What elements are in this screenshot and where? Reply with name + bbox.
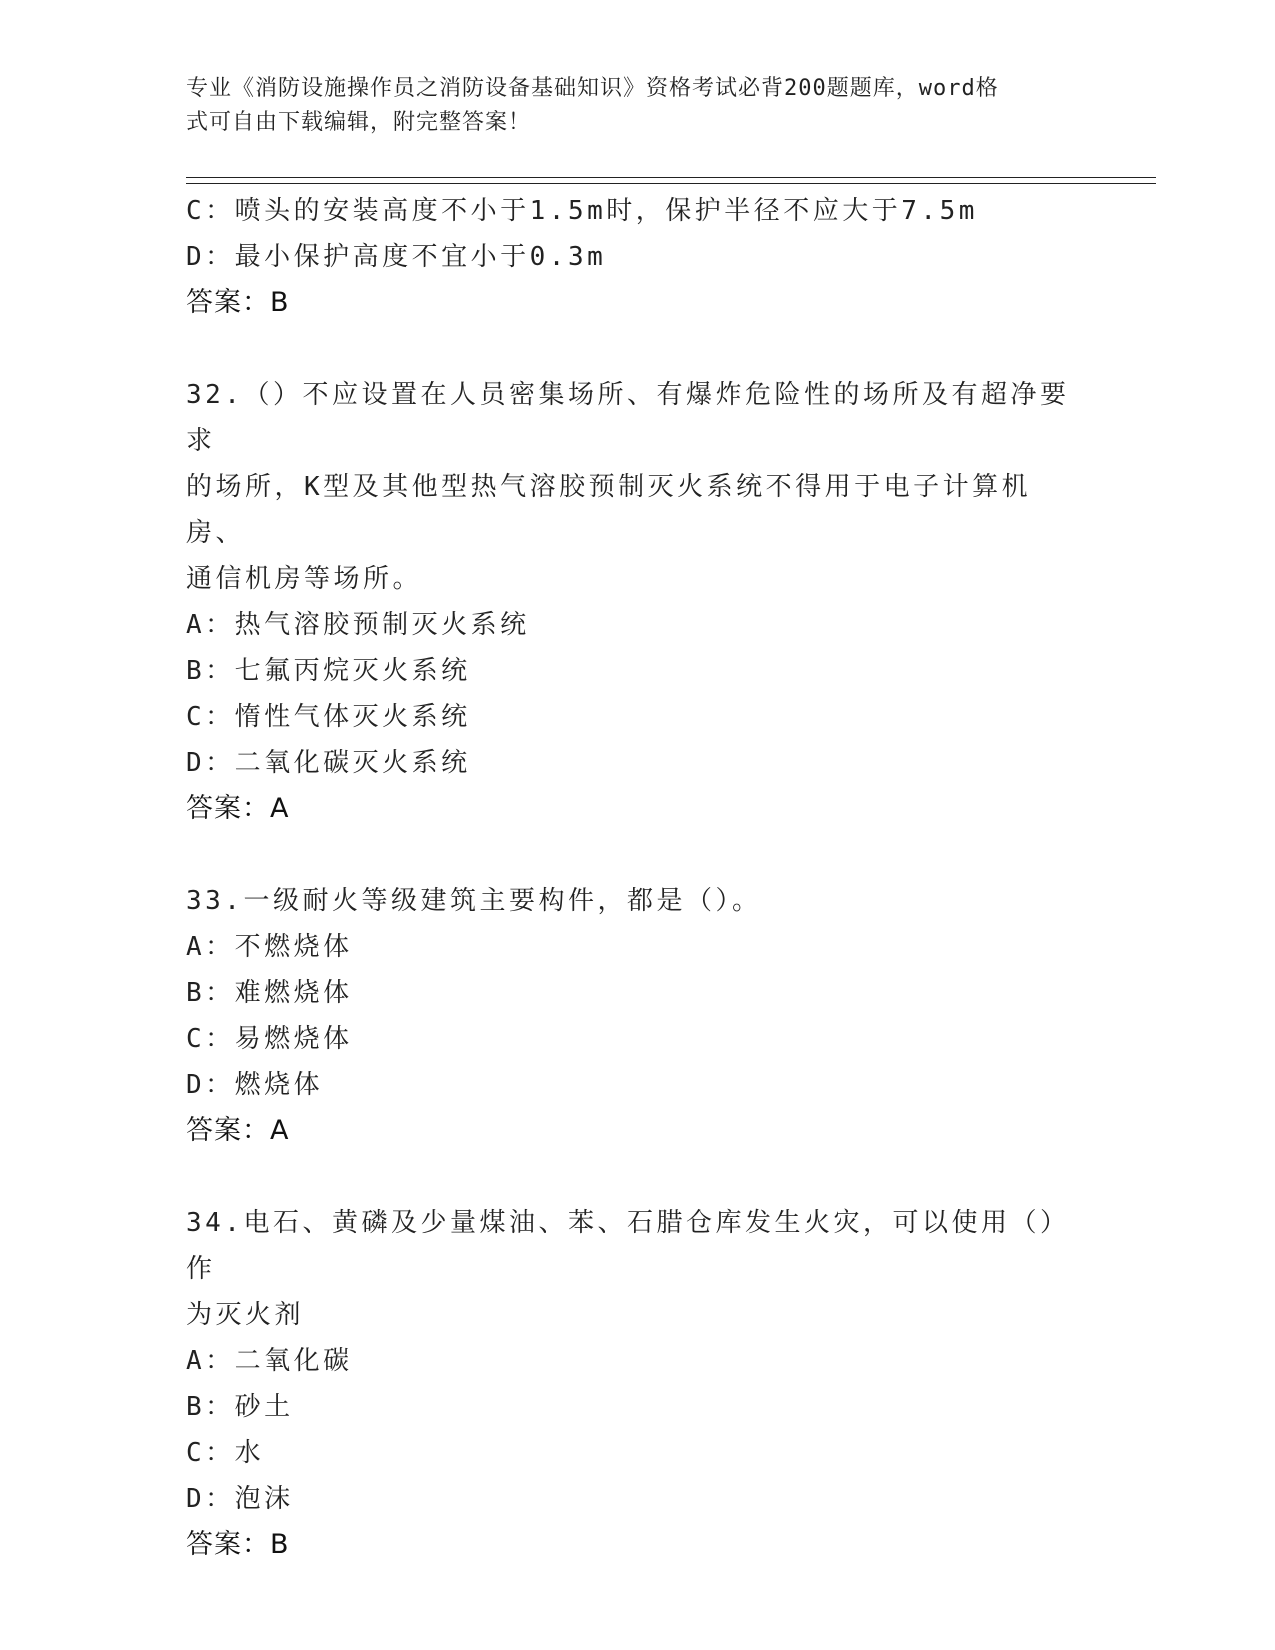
option-c: C：易燃烧体 [186,1024,353,1054]
option-a: A：热气溶胶预制灭火系统 [186,610,530,640]
question-gap [186,832,1086,878]
document-header [186,72,1066,140]
question-stem-line: 34.电石、黄磷及少量煤油、苯、石腊仓库发生火灾，可以使用（）作 [186,1208,1070,1284]
answer-line: 答案：B [186,1529,290,1560]
answer-line: 答案：A [186,793,290,824]
question-stem-line: 32.（）不应设置在人员密集场所、有爆炸危险性的场所及有超净要求 [186,380,1070,456]
option-d: D：泡沫 [186,1484,294,1514]
question-gap [186,1154,1086,1200]
option-c: C：水 [186,1438,265,1468]
option-d: D：二氧化碳灭火系统 [186,748,471,778]
question-stem-line: 通信机房等场所。 [186,564,423,594]
option-d: D：最小保护高度不宜小于0.3m [186,242,607,272]
question-stem-line: 为灭火剂 [186,1300,305,1330]
option-b: B：难燃烧体 [186,978,353,1008]
question-32 [186,372,1086,832]
document-body [186,188,1086,1568]
question-stem-line: 33.一级耐火等级建筑主要构件，都是（）。 [186,886,762,916]
option-c: C：喷头的安装高度不小于1.5m时，保护半径不应大于7.5m [186,196,978,226]
header-divider-bottom [186,183,1156,184]
answer-line: 答案：B [186,287,290,318]
option-d: D：燃烧体 [186,1070,324,1100]
option-a: A：二氧化碳 [186,1346,353,1376]
option-b: B：砂土 [186,1392,294,1422]
option-a: A：不燃烧体 [186,932,353,962]
question-gap [186,326,1086,372]
option-b: B：七氟丙烷灭火系统 [186,656,471,686]
header-line-2: 式可自由下载编辑，附完整答案！ [186,110,532,135]
question-33 [186,878,1086,1154]
question-31-tail [186,188,1086,326]
header-line-1: 专业《消防设施操作员之消防设备基础知识》资格考试必背200题题库，word格 [186,76,999,101]
header-divider-top [186,177,1156,178]
question-34 [186,1200,1086,1568]
question-stem-line: 的场所，K型及其他型热气溶胶预制灭火系统不得用于电子计算机房、 [186,472,1032,548]
answer-line: 答案：A [186,1115,290,1146]
option-c: C：惰性气体灭火系统 [186,702,471,732]
